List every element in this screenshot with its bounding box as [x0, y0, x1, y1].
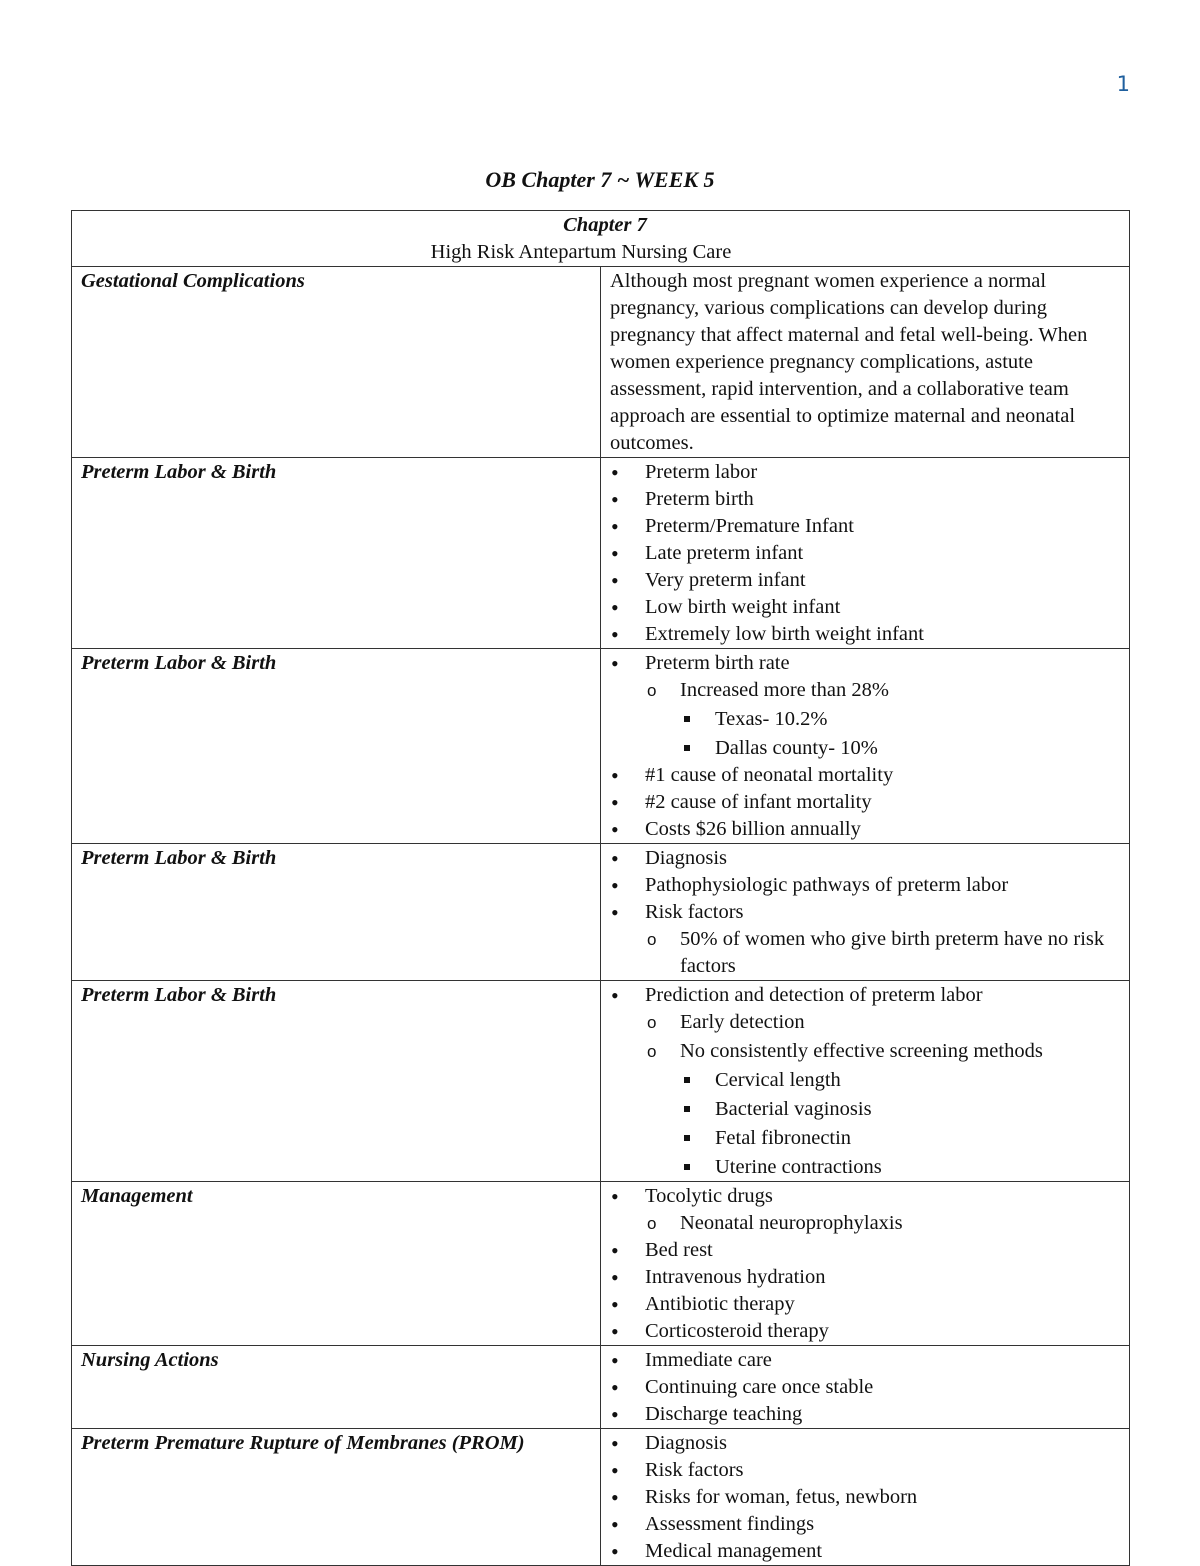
sub-list-item: o Early detection [610, 1009, 1129, 1036]
sub-list [610, 1009, 1129, 1181]
chapter-label: Chapter 7 [563, 214, 647, 236]
list-item-text: Prediction and detection of preterm labor [645, 984, 983, 1006]
list-item: • Corticosteroid therapy [610, 1318, 1129, 1345]
list-item-text: No consistently effective screening methods [680, 1040, 1043, 1062]
list-item: • Bed rest [610, 1237, 1129, 1264]
table-row [72, 1182, 1130, 1346]
list-item-text: Increased more than 28% [680, 679, 889, 701]
content-cell [601, 458, 1130, 649]
list-item: • Late preterm infant [610, 540, 1129, 567]
topic-cell: Gestational Complications [72, 267, 601, 458]
list-item: • #1 cause of neonatal mortality [610, 762, 1129, 789]
table-row [72, 981, 1130, 1182]
sub-sub-list-item: Cervical length [610, 1067, 1129, 1094]
sub-list-item: o Neonatal neuroprophylaxis [610, 1210, 1129, 1237]
list-item: • Intravenous hydration [610, 1264, 1129, 1291]
topic-cell: Preterm Labor & Birth [72, 844, 601, 981]
list-item [610, 899, 1129, 980]
table-header-cell [72, 211, 1130, 267]
content-cell [601, 844, 1130, 981]
topic-cell: Management [72, 1182, 601, 1346]
sub-list [610, 1210, 1129, 1237]
bullet-list [610, 1347, 1129, 1428]
list-item: • Preterm/Premature Infant [610, 513, 1129, 540]
list-item: • Diagnosis [610, 1430, 1129, 1457]
list-item-text: Risk factors [645, 901, 744, 923]
list-item-text: Preterm birth rate [645, 652, 790, 674]
sub-sub-list-item: Dallas county- 10% [610, 735, 1129, 762]
list-item: • Assessment findings [610, 1511, 1129, 1538]
list-item: • Very preterm infant [610, 567, 1129, 594]
list-item: • Medical management [610, 1538, 1129, 1565]
document-title: OB Chapter 7 ~ WEEK 5 [485, 167, 715, 192]
content-cell [601, 981, 1130, 1182]
table-row [72, 1429, 1130, 1566]
page-number: 1 [1116, 72, 1130, 96]
list-item: • #2 cause of infant mortality [610, 789, 1129, 816]
list-item: • Extremely low birth weight infant [610, 621, 1129, 648]
sub-sub-list-item: Fetal fibronectin [610, 1125, 1129, 1152]
content-cell [601, 1429, 1130, 1566]
list-item [610, 650, 1129, 762]
list-item: • Costs $26 billion annually [610, 816, 1129, 843]
list-item: • Antibiotic therapy [610, 1291, 1129, 1318]
chapter-subtitle: High Risk Antepartum Nursing Care [430, 241, 732, 263]
bullet-list [610, 1430, 1129, 1565]
table-row [72, 649, 1130, 844]
bullet-list [610, 982, 1129, 1181]
notes-table [71, 210, 1130, 1566]
sub-list-item: o 50% of women who give birth preterm have no risk factors [610, 926, 1129, 980]
sub-sub-list [610, 1067, 1129, 1181]
list-item: • Immediate care [610, 1347, 1129, 1374]
list-item: • Pathophysiologic pathways of preterm labor [610, 872, 1129, 899]
bullet-list [610, 845, 1129, 980]
sub-sub-list [610, 706, 1129, 762]
list-item: • Low birth weight infant [610, 594, 1129, 621]
content-cell [601, 1346, 1130, 1429]
sub-sub-list-item: Texas- 10.2% [610, 706, 1129, 733]
topic-cell: Preterm Labor & Birth [72, 458, 601, 649]
topic-cell: Preterm Premature Rupture of Membranes (PROM) [72, 1429, 601, 1566]
table-row [72, 267, 1130, 458]
bullet-list [610, 459, 1129, 648]
sub-sub-list-item: Bacterial vaginosis [610, 1096, 1129, 1123]
sub-list [610, 677, 1129, 762]
content-cell [601, 1182, 1130, 1346]
list-item-text: Tocolytic drugs [645, 1185, 773, 1207]
list-item: • Diagnosis [610, 845, 1129, 872]
list-item: • Preterm labor [610, 459, 1129, 486]
list-item: • Continuing care once stable [610, 1374, 1129, 1401]
list-item: • Discharge teaching [610, 1401, 1129, 1428]
sub-sub-list-item: Uterine contractions [610, 1154, 1129, 1181]
table-row [72, 844, 1130, 981]
content-paragraph: Although most pregnant women experience a normal pregnancy, various complications can develop during pregnancy that affect maternal and fetal well-being. When women experience pregnancy complications, astute assessment, rapid intervention, and a collaborative team approach are essential to optimize maternal and neonatal outcomes. [610, 270, 1088, 454]
table-row [72, 1346, 1130, 1429]
topic-cell: Preterm Labor & Birth [72, 981, 601, 1182]
topic-cell: Nursing Actions [72, 1346, 601, 1429]
list-item: • Preterm birth [610, 486, 1129, 513]
table-header-row [72, 211, 1130, 267]
content-cell [601, 267, 1130, 458]
list-item [610, 982, 1129, 1181]
topic-cell: Preterm Labor & Birth [72, 649, 601, 844]
bullet-list [610, 1183, 1129, 1345]
sub-list [610, 926, 1129, 980]
sub-list-item [610, 1038, 1129, 1181]
list-item [610, 1183, 1129, 1237]
table-row [72, 458, 1130, 649]
list-item: • Risks for woman, fetus, newborn [610, 1484, 1129, 1511]
content-cell [601, 649, 1130, 844]
list-item: • Risk factors [610, 1457, 1129, 1484]
bullet-list [610, 650, 1129, 843]
sub-list-item [610, 677, 1129, 762]
